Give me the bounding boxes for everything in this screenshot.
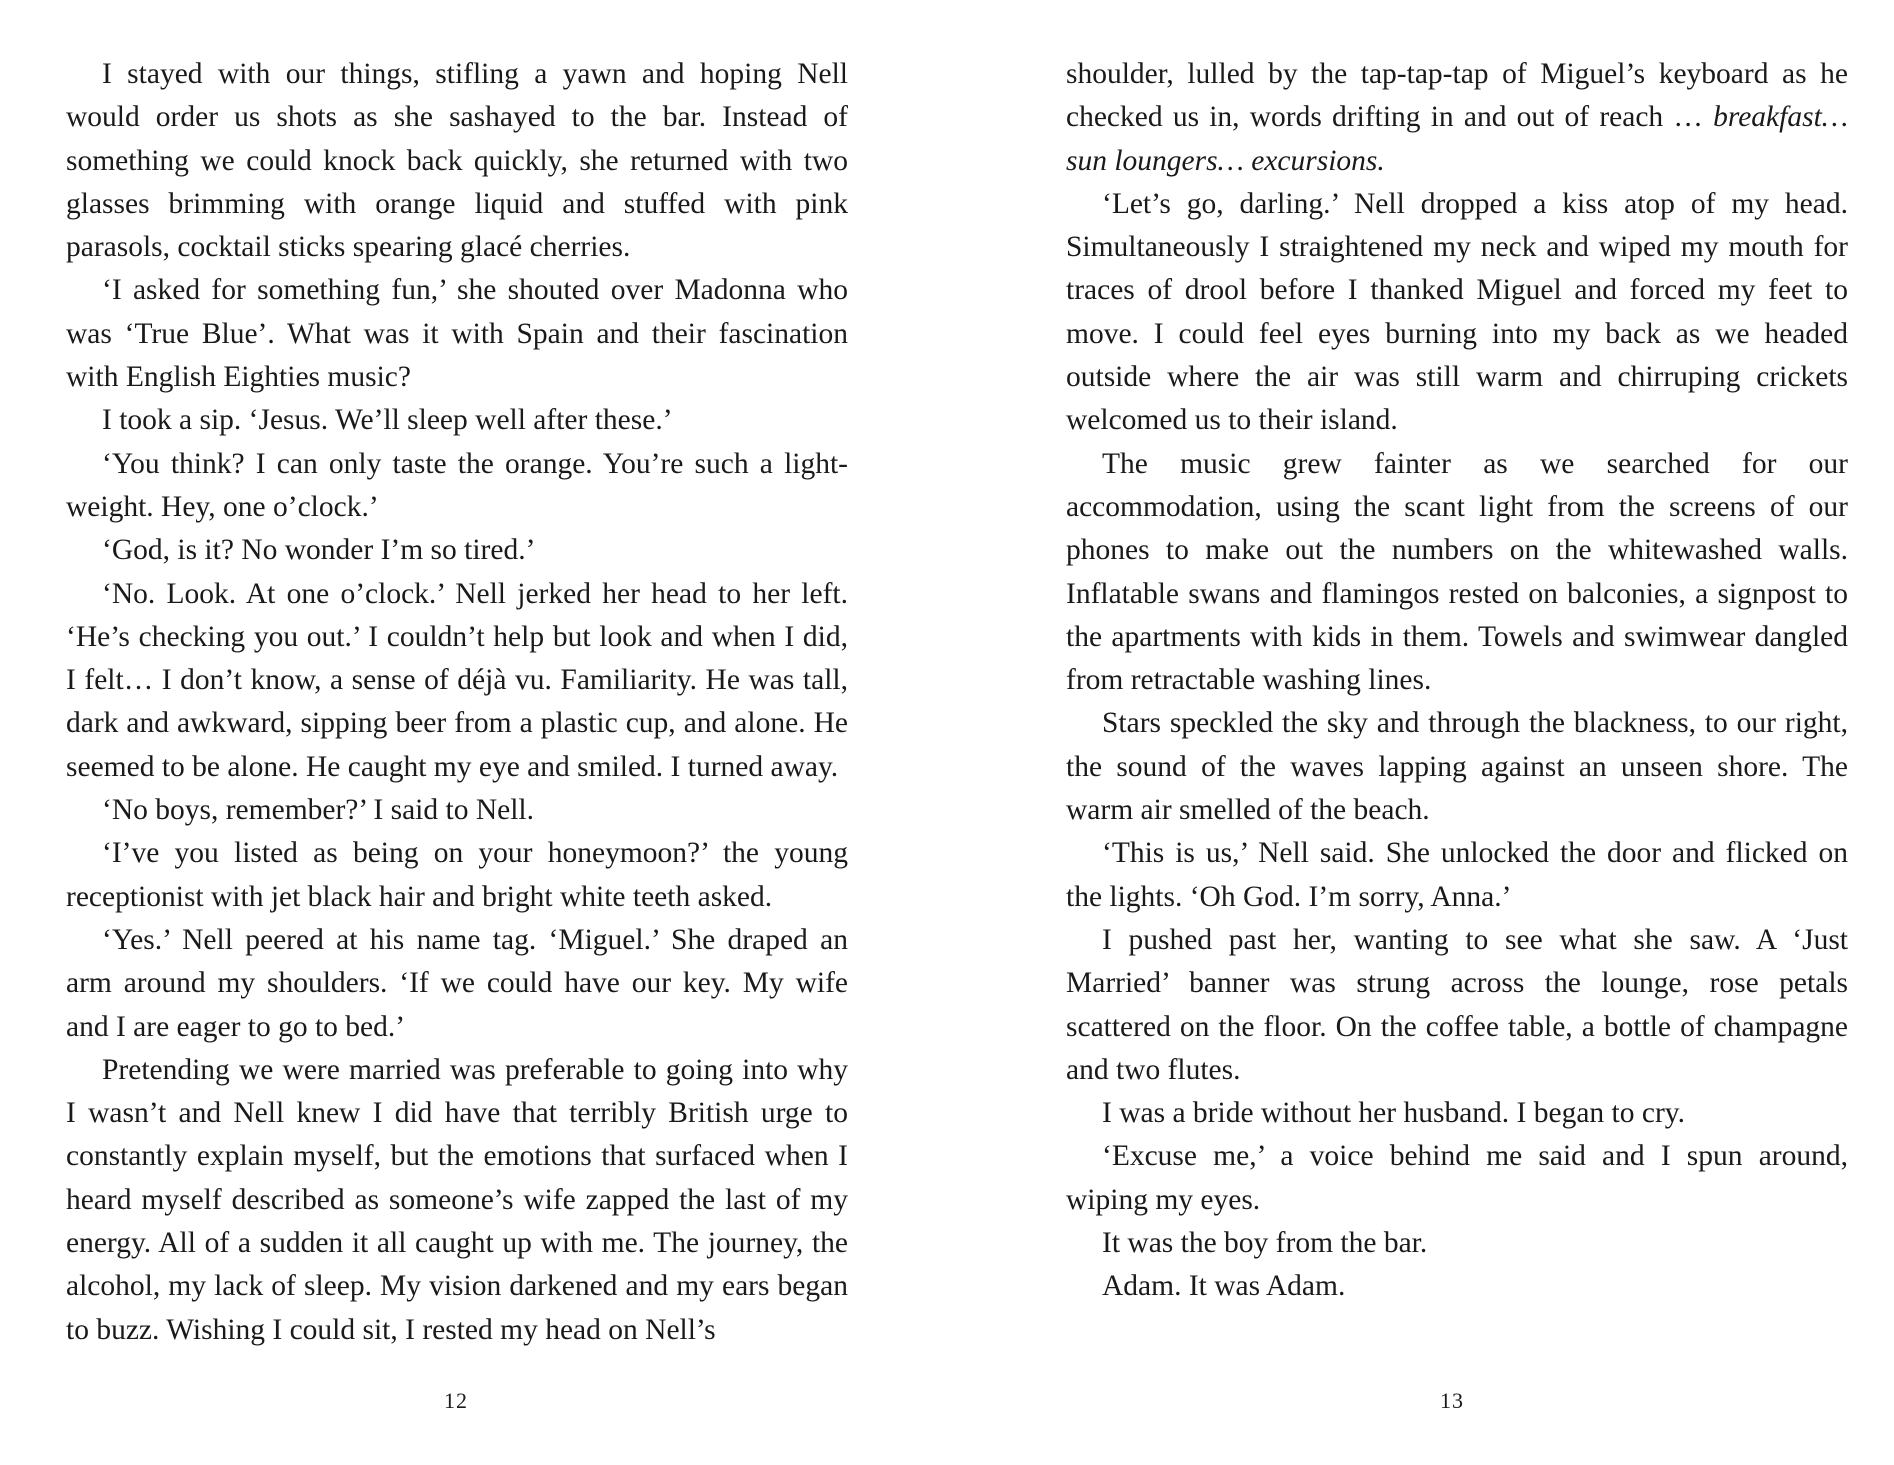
paragraph: ‘No. Look. At one o’clock.’ Nell jerked her head to her left. ‘He’s checking you out.’ I couldn’t help but look and when I did, I felt… I don’t know, a sense of déjà vu. Familiarity. He was tall, dark and awkward, sipping beer from a plastic cup, and alone. He seemed to be alone. He caught my eye and smiled. I turned away. xyxy=(66,577,848,783)
paragraph: ‘This is us,’ Nell said. She unlocked the door and flicked on the lights. ‘Oh God. I’m sorry, Anna.’ xyxy=(1066,837,1848,913)
paragraph: The music grew fainter as we searched for our accommodation, using the scant light from the screens of our phones to make out the numbers on the whitewashed walls. Inflatable swans and flamingos rested on balconies, a signpost to the apartments with kids in them. Towels and swimwear dangled from retractable washing lines. xyxy=(1066,447,1848,697)
paragraph: Stars speckled the sky and through the blackness, to our right, the sound of the waves lapping against an unseen shore. The warm air smelled of the beach. xyxy=(1066,707,1848,827)
paragraph: ‘No boys, remember?’ I said to Nell. xyxy=(102,794,534,827)
page-number: 12 xyxy=(444,1388,468,1413)
paragraph: I was a bride without her husband. I began to cry. xyxy=(1102,1097,1685,1130)
continued-paragraph xyxy=(1066,53,1848,183)
paragraph: It was the boy from the bar. xyxy=(1102,1227,1428,1260)
paragraph: Adam. It was Adam. xyxy=(1102,1270,1346,1303)
paragraph: I took a sip. ‘Jesus. We’ll sleep well after these.’ xyxy=(102,404,673,437)
italic-text: breakfast… sun loungers… excursions. xyxy=(1066,101,1849,177)
paragraph: I pushed past her, wanting to see what she saw. A ‘Just Married’ banner was strung across the lounge, rose petals scattered on the floor. On the coffee table, a bottle of champagne and two flutes. xyxy=(1066,923,1848,1086)
left-page xyxy=(66,53,848,1352)
paragraph: ‘Yes.’ Nell peered at his name tag. ‘Miguel.’ She draped an arm around my shoulders. ‘If we could have our key. My wife and I are eager to go to bed.’ xyxy=(66,923,848,1043)
paragraph: Pretending we were married was preferable to going into why I wasn’t and Nell knew I did have that terribly British urge to constantly explain myself, but the emotions that surfaced when I heard myself described as someone’s wife zapped the last of my energy. All of a sudden it all caught up with me. The journey, the alcohol, my lack of sleep. My vision darkened and my ears began to buzz. Wishing I could sit, I rested my head on Nell’s xyxy=(66,1053,848,1346)
paragraph: ‘Excuse me,’ a voice behind me said and I spun around, wiping my eyes. xyxy=(1066,1140,1848,1216)
page-number: 13 xyxy=(1440,1388,1464,1413)
paragraph: I stayed with our things, stifling a yawn and hoping Nell would order us shots as she sashayed to the bar. Instead of something we could knock back quickly, she returned with two glasses brimming with orange liquid and stuffed with pink parasols, cocktail sticks spearing glacé cherries. xyxy=(66,58,848,264)
right-page xyxy=(1066,53,1848,1309)
paragraph: ‘You think? I can only taste the orange. You’re such a light-weight. Hey, one o’clock.’ xyxy=(66,447,848,523)
paragraph: ‘I asked for something fun,’ she shouted over Madonna who was ‘True Blue’. What was it with Spain and their fascination with English Eighties music? xyxy=(66,274,848,394)
paragraph-text: shoulder, lulled by the tap-tap-tap of Miguel’s keyboard as he checked us in, words drifting in and out of reach … xyxy=(1066,58,1848,134)
paragraph: ‘Let’s go, darling.’ Nell dropped a kiss atop of my head. Simultaneously I straightened my neck and wiped my mouth for traces of drool before I thanked Miguel and forced my feet to move. I could feel eyes burning into my back as we headed outside where the air was still warm and chirruping crickets welcomed us to their island. xyxy=(1066,187,1848,437)
paragraph: ‘God, is it? No wonder I’m so tired.’ xyxy=(102,534,536,567)
paragraph: ‘I’ve you listed as being on your honeymoon?’ the young receptionist with jet black hair and bright white teeth asked. xyxy=(66,837,848,913)
